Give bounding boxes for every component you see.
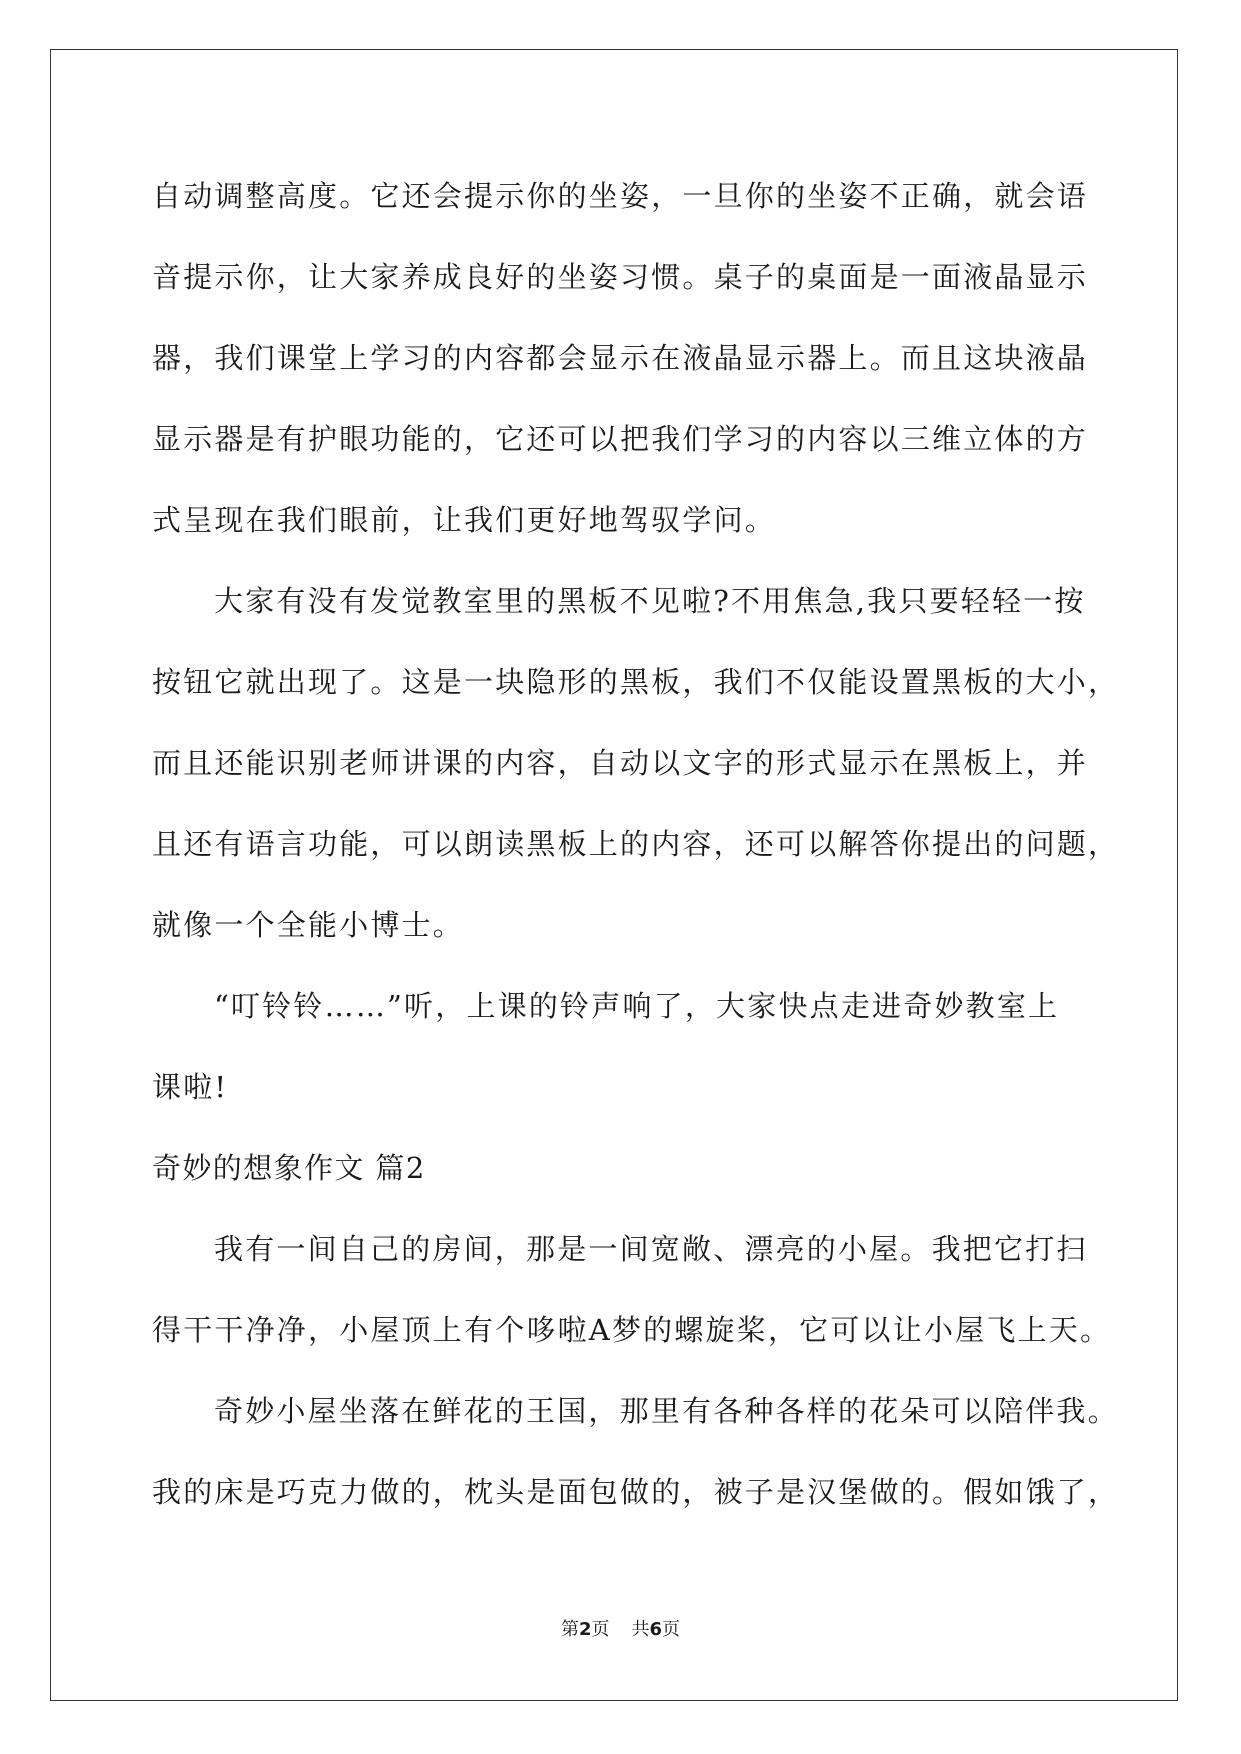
paragraph-line: 显示器是有护眼功能的，它还可以把我们学习的内容以三维立体的方: [152, 422, 1089, 456]
paragraph-line: 按钮它就出现了。这是一块隐形的黑板，我们不仅能设置黑板的大小，: [152, 665, 1120, 699]
paragraph-line: 式呈现在我们眼前，让我们更好地驾驭学问。: [152, 503, 777, 537]
page-footer: [0, 1615, 1241, 1641]
paragraph-line: 而且还能识别老师讲课的内容，自动以文字的形式显示在黑板上，并: [152, 746, 1089, 780]
page-suffix: 页: [591, 1619, 610, 1640]
document-body: [152, 156, 1120, 1533]
page-number: 2: [578, 1619, 592, 1640]
paragraph-line: 自动调整高度。它还会提示你的坐姿，一旦你的坐姿不正确，就会语: [152, 179, 1089, 213]
total-pages: 6: [649, 1619, 663, 1640]
paragraph-line: 得干干净净，小屋顶上有个哆啦A梦的螺旋桨，它可以让小屋飞上天。: [152, 1313, 1112, 1347]
paragraph-line: 就像一个全能小博士。: [152, 908, 465, 942]
total-suffix: 页: [662, 1619, 681, 1640]
paragraph-line: 我有一间自己的房间，那是一间宽敞、漂亮的小屋。我把它打扫: [214, 1232, 1088, 1266]
paragraph-line: 器，我们课堂上学习的内容都会显示在液晶显示器上。而且这块液晶: [152, 341, 1089, 375]
paragraph-line: 且还有语言功能，可以朗读黑板上的内容，还可以解答你提出的问题，: [152, 827, 1120, 861]
page-prefix: 第: [560, 1619, 579, 1640]
paragraph-line: 大家有没有发觉教室里的黑板不见啦?不用焦急,我只要轻轻一按: [214, 584, 1086, 618]
paragraph-line: “叮铃铃……”听，上课的铃声响了，大家快点走进奇妙教室上: [214, 989, 1060, 1023]
paragraph-line: 奇妙小屋坐落在鲜花的王国，那里有各种各样的花朵可以陪伴我。: [214, 1394, 1119, 1428]
paragraph-line: 音提示你，让大家养成良好的坐姿习惯。桌子的桌面是一面液晶显示: [152, 260, 1089, 294]
paragraph-line: 我的床是巧克力做的，枕头是面包做的，被子是汉堡做的。假如饿了，: [152, 1475, 1120, 1509]
section-heading: 奇妙的想象作文 篇2: [152, 1151, 426, 1185]
paragraph-line: 课啦!: [152, 1070, 229, 1104]
total-prefix: 共: [631, 1619, 650, 1640]
